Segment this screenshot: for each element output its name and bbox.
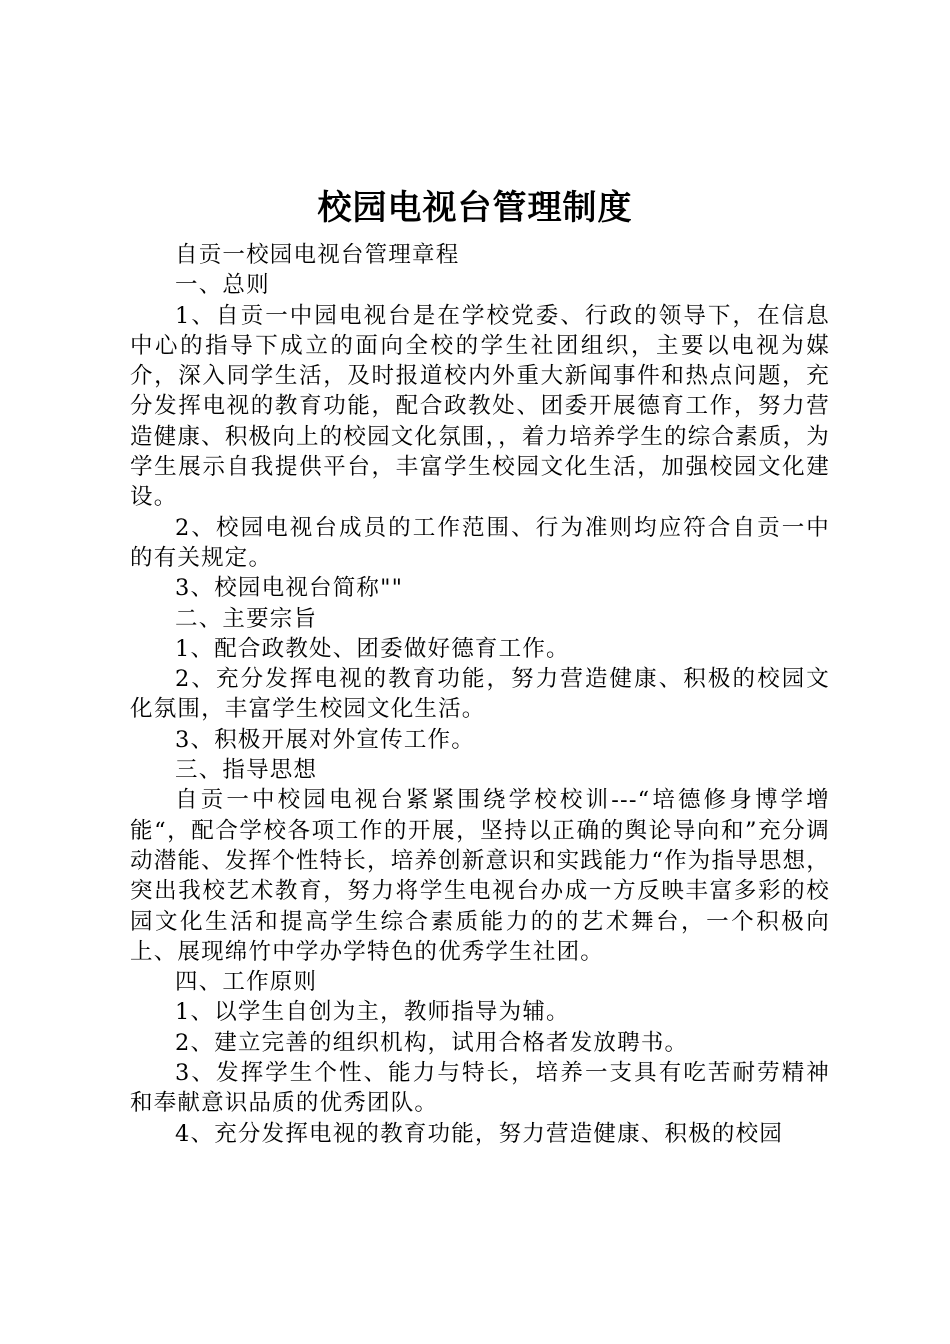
paragraph: 2、充分发挥电视的教育功能，努力营造健康、积极的校园文化氛围，丰富学生校园文化生活。 bbox=[130, 666, 830, 723]
section-heading-purpose: 二、主要宗旨 bbox=[175, 605, 318, 632]
paragraph: 3、积极开展对外宣传工作。 bbox=[175, 726, 475, 753]
paragraph: 3、校园电视台简称"" bbox=[175, 575, 404, 602]
section-heading-general: 一、总则 bbox=[175, 272, 270, 299]
document-title: 校园电视台管理制度 bbox=[317, 188, 633, 228]
paragraph-subtitle: 自贡一校园电视台管理章程 bbox=[175, 242, 460, 268]
paragraph: 1、以学生自创为主，教师指导为辅。 bbox=[175, 999, 570, 1026]
paragraph: 1、配合政教处、团委做好德育工作。 bbox=[175, 635, 570, 662]
paragraph: 3、发挥学生个性、能力与特长，培养一支具有吃苦耐劳精神和奉献意识品质的优秀团队。 bbox=[130, 1060, 830, 1117]
paragraph: 4、充分发挥电视的教育功能，努力营造健康、积极的校园 bbox=[175, 1120, 784, 1147]
paragraph: 2、校园电视台成员的工作范围、行为准则均应符合自贡一中的有关规定。 bbox=[130, 514, 830, 571]
section-heading-guiding-thought: 三、指导思想 bbox=[175, 757, 318, 784]
paragraph: 2、建立完善的组织机构，试用合格者发放聘书。 bbox=[175, 1029, 689, 1056]
paragraph: 1、自贡一中园电视台是在学校党委、行政的领导下，在信息中心的指导下成立的面向全校的学生社团组织，主要以电视为媒介，深入同学生活，及时报道校内外重大新闻事件和热点问题，充分发挥电视的教育功能，配合政教处、团委开展德育工作，努力营造健康、积极向上的校园文化氛围，，着力培养学生的综合素质，为学生展示自我提供平台，丰富学生校园文化生活，加强校园文化建设。 bbox=[130, 302, 830, 511]
paragraph: 自贡一中校园电视台紧紧围绕学校校训---“培德修身博学增能“，配合学校各项工作的开展，坚持以正确的舆论导向和”充分调动潜能、发挥个性特长，培养创新意识和实践能力“作为指导思想，突出我校艺术教育，努力将学生电视台办成一方反映丰富多彩的校园文化生活和提高学生综合素质能力的的艺术舞台，一个积极向上、展现绵竹中学办学特色的优秀学生社团。 bbox=[130, 787, 831, 965]
section-heading-principles: 四、工作原则 bbox=[175, 969, 318, 996]
document-body bbox=[130, 240, 830, 1149]
